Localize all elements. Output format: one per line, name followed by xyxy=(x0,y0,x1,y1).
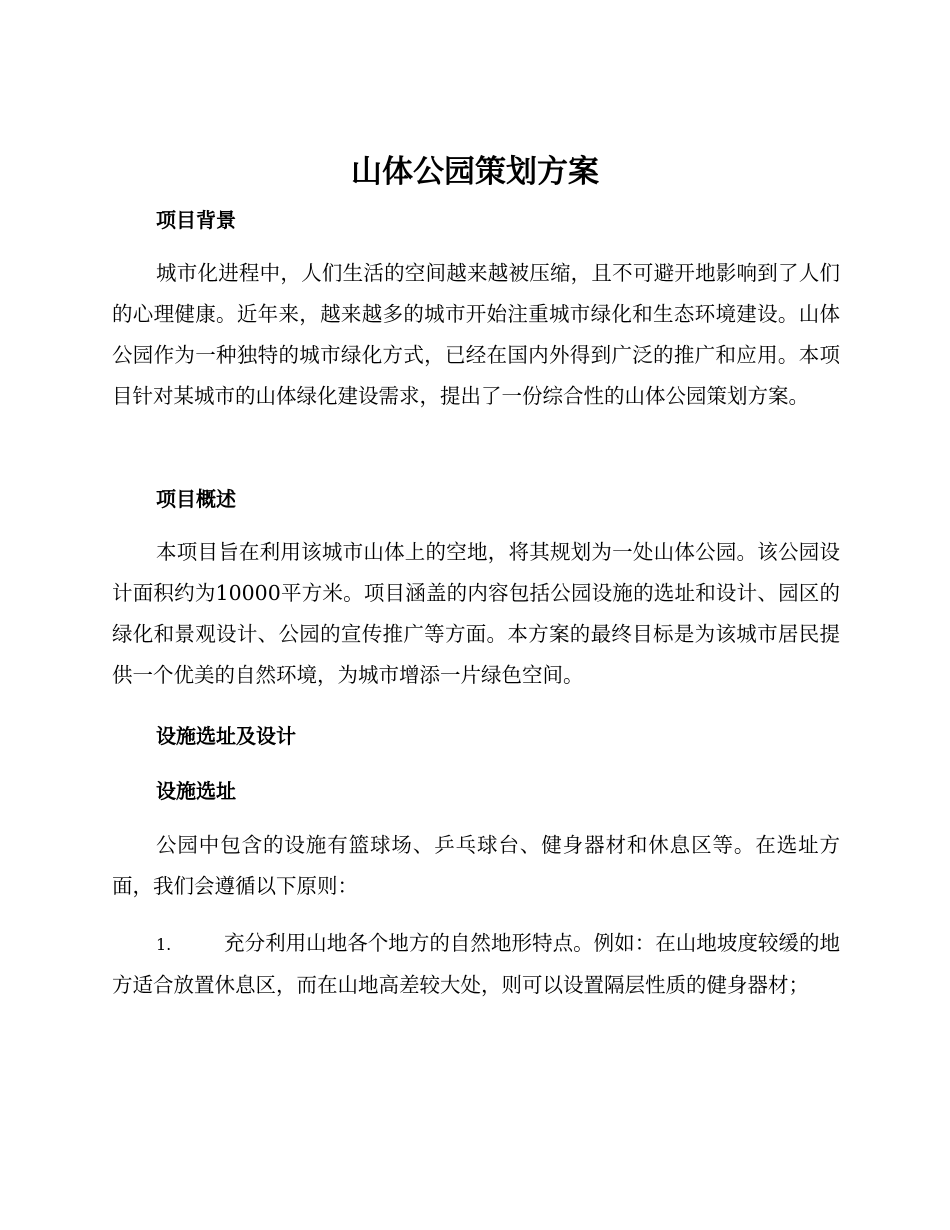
paragraph-background: 城市化进程中，人们生活的空间越来越被压缩，且不可避开地影响到了人们的心理健康。近年来，越来越多的城市开始注重城市绿化和生态环境建设。山体公园作为一种独特的城市绿化方式，已经在国内外得到广泛的推广和应用。本项目针对某城市的山体绿化建设需求，提出了一份综合性的山体公园策划方案。 xyxy=(112,261,840,408)
list-item-text: 充分利用山地各个地方的自然地形特点。例如：在山地坡度较缓的地方适合放置休息区，而在山地高差较大处，则可以设置隔层性质的健身器材； xyxy=(112,931,840,997)
section-heading-site: 设施选址 xyxy=(156,779,236,803)
section-heading-facilities: 设施选址及设计 xyxy=(156,724,296,748)
list-item-number: 1. xyxy=(156,935,172,954)
document-title: 山体公园策划方案 xyxy=(351,154,599,190)
paragraph-site: 公园中包含的设施有篮球场、乒乓球台、健身器材和休息区等。在选址方面，我们会遵循以下原则： xyxy=(112,833,840,898)
section-heading-background: 项目背景 xyxy=(156,208,236,232)
section-heading-overview: 项目概述 xyxy=(156,487,236,511)
list-item xyxy=(112,923,840,1006)
paragraph-overview: 本项目旨在利用该城市山体上的空地，将其规划为一处山体公园。该公园设计面积约为10000平方米。项目涵盖的内容包括公园设施的选址和设计、园区的绿化和景观设计、公园的宣传推广等方面。本方案的最终目标是为该城市居民提供一个优美的自然环境，为城市增添一片绿色空间。 xyxy=(112,540,840,687)
